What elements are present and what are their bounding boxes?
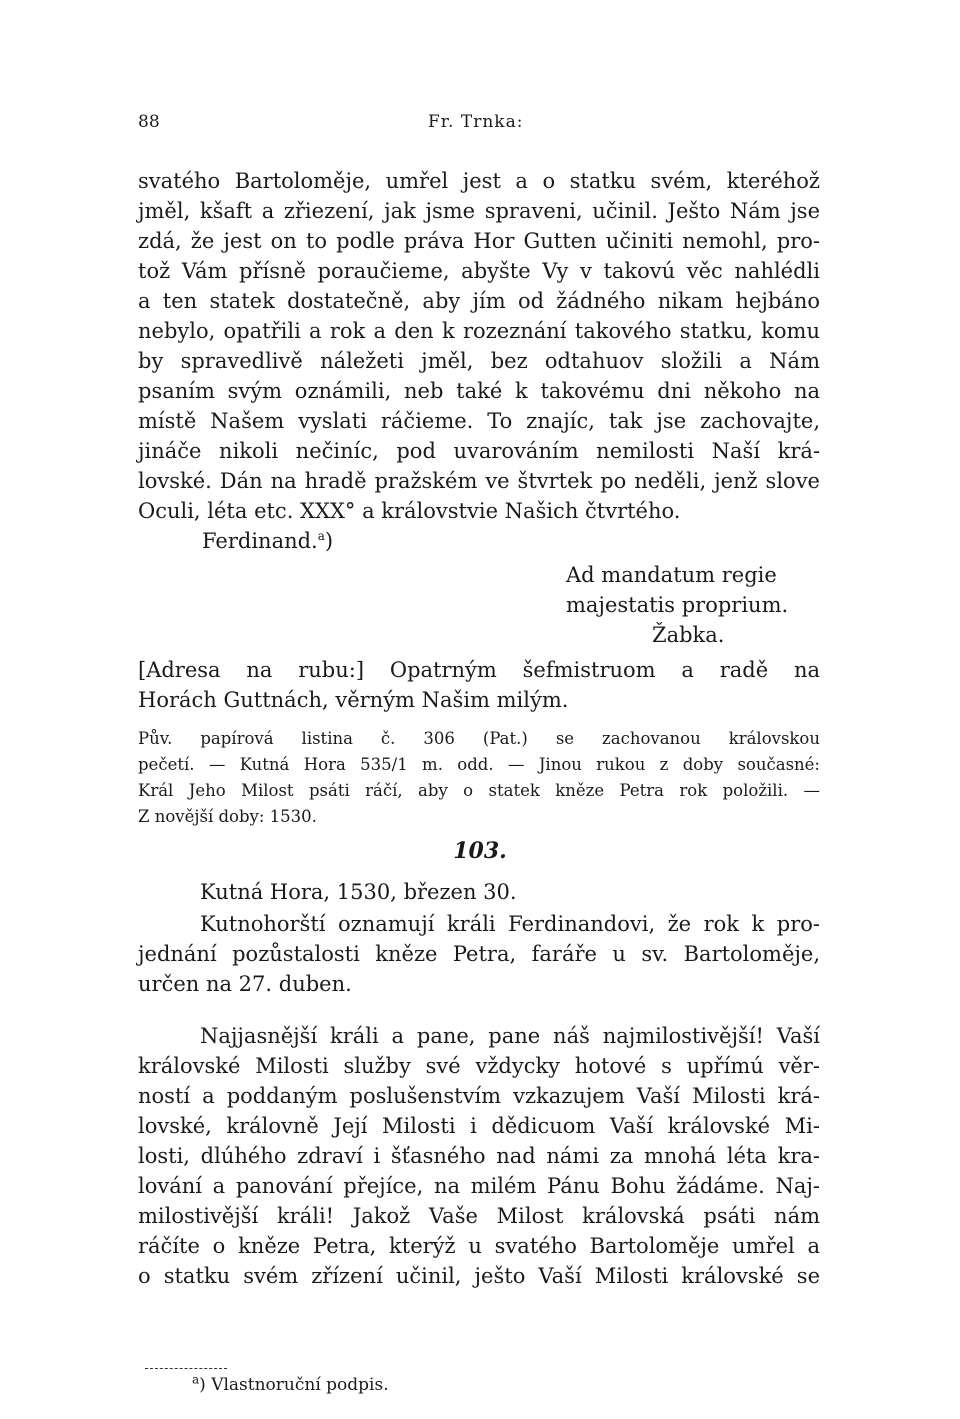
- running-head: Fr. Trnka:: [428, 112, 524, 132]
- letter-line: lovské. Dán na hradě pražském ve štvrtek po neděli, jenž slove: [138, 469, 820, 493]
- summary-line: Kutnohorští oznamují králi Ferdinandovi, že rok k pro-: [200, 912, 820, 936]
- source-note-line: Z novější doby: 1530.: [138, 807, 317, 826]
- footnote-marker: a: [317, 529, 325, 543]
- source-note-line: Král Jeho Milost psáti ráčí, aby o statek kněze Petra rok položili. —: [138, 781, 820, 800]
- letter-line: tož Vám přísně poraučieme, abyšte Vy v takovú věc nahlédli: [138, 259, 820, 283]
- mandate-line: Ad mandatum regie: [566, 563, 777, 587]
- letter-line: psaním svým oznámili, neb také k takovému dni někoho na: [138, 379, 820, 403]
- source-note-line: Pův. papírová listina č. 306 (Pat.) se zachovanou královskou: [138, 729, 820, 748]
- body-line: lovské, královně Její Milosti i dědicuom Vaší královské Mi-: [138, 1114, 820, 1138]
- body-line: losti, dlúhého zdraví i šťasného nad námi za mnohá léta kra-: [138, 1144, 820, 1168]
- summary-line: určen na 27. duben.: [138, 972, 352, 996]
- summary-line: jednání pozůstalosti kněze Petra, faráře u sv. Bartoloměje,: [138, 942, 820, 966]
- document-number: 103.: [453, 838, 507, 864]
- page-header: [138, 112, 838, 136]
- mandate-line: majestatis proprium.: [566, 593, 789, 617]
- body-line: ráčíte o kněze Petra, kterýž u svatého Bartoloměje umřel a: [138, 1234, 820, 1258]
- footnote-rule: [145, 1368, 227, 1369]
- body-line: královské Milosti služby své vždycky hotové s upřímú věr-: [138, 1054, 820, 1078]
- letter-line: Oculi, léta etc. XXX° a královstvie Našich čtvrtého.: [138, 499, 681, 523]
- body-line: milostivější králi! Jakož Vaše Milost královská psáti nám: [138, 1204, 820, 1228]
- letter-line: místě Našem vyslati ráčieme. To znajíc, tak jse zachovajte,: [138, 409, 820, 433]
- letter-line: nebylo, opatřili a rok a den k rozeznání takového statku, komu: [138, 319, 820, 343]
- address-line: [Adresa na rubu:] Opatrným šefmistruom a radě na: [138, 658, 820, 682]
- footnote-marker: a: [192, 1372, 200, 1387]
- address-line: Horách Guttnách, věrným Našim milým.: [138, 688, 569, 712]
- letter-line: zdá, že jest on to podle práva Hor Gutten učiniti nemohl, pro-: [138, 229, 820, 253]
- letter-line: svatého Bartoloměje, umřel jest a o statku svém, kteréhož: [138, 169, 820, 193]
- letter-line: jměl, kšaft a zřiezení, jak jsme spraveni, učinil. Ješto Nám jse: [138, 199, 820, 223]
- secretary-signature: Žabka.: [652, 623, 725, 647]
- letter-line: by spravedlivě náležeti jměl, bez odtahuov složili a Nám: [138, 349, 820, 373]
- signature: Ferdinand.$^a$): [202, 529, 334, 553]
- body-line: Najjasnější králi a pane, pane náš najmilostivější! Vaší: [200, 1024, 820, 1048]
- letter-line: a ten statek dostatečně, aby jím od žádného nikam hejbáno: [138, 289, 820, 313]
- place-date: Kutná Hora, 1530, březen 30.: [200, 880, 517, 904]
- page-number: 88: [138, 112, 160, 132]
- body-line: o statku svém zřízení učinil, ješto Vaší Milosti královské se: [138, 1264, 820, 1288]
- letter-line: jináče nikoli nečiníc, pod uvarováním nemilosti Naší krá-: [138, 439, 820, 463]
- footnote: $^a$) Vlastnoruční podpis.: [192, 1372, 389, 1395]
- source-note-line: pečetí. — Kutná Hora 535/1 m. odd. — Jinou rukou z doby současné:: [138, 755, 820, 774]
- body-line: ností a poddaným poslušenstvím vzkazujem Vaší Milosti krá-: [138, 1084, 820, 1108]
- body-line: lování a panování přejíce, na milém Pánu Bohu žádáme. Naj-: [138, 1174, 820, 1198]
